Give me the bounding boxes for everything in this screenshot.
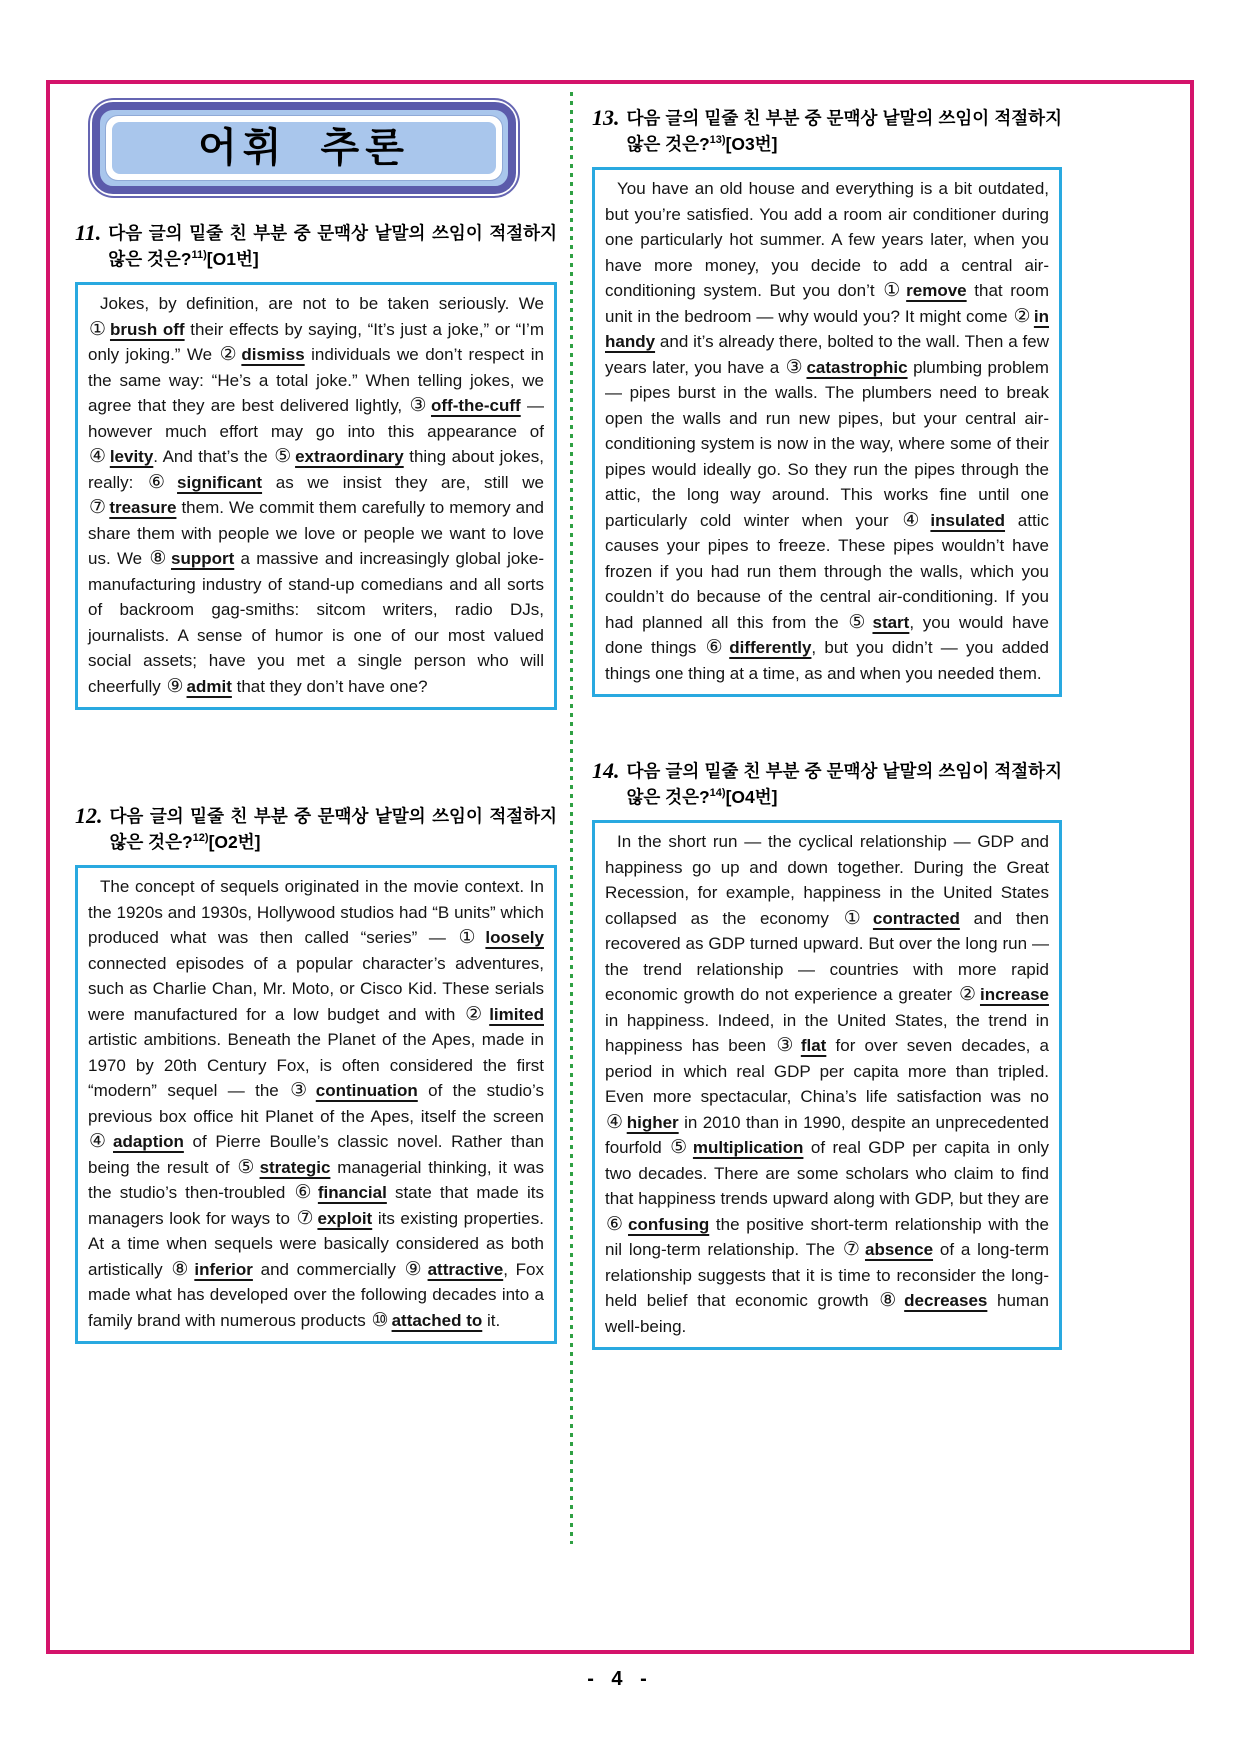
question-14 <box>592 758 1062 1350</box>
question-prompt <box>627 105 1063 157</box>
circled-number: ① <box>883 280 904 301</box>
footnote-marker: 14) <box>709 787 726 800</box>
question-number: 12. <box>75 803 103 828</box>
page-number: - 4 - <box>587 1668 653 1690</box>
underlined-keyword: attached to <box>391 1310 483 1330</box>
question-prompt <box>108 220 557 272</box>
question-number: 11. <box>75 220 102 245</box>
underlined-keyword: support <box>170 549 235 568</box>
section-title: 어휘 추론 <box>198 126 410 170</box>
underlined-keyword: flat <box>800 1036 827 1055</box>
circled-number: ⑧ <box>879 1290 902 1311</box>
question-source: [O2번] <box>208 832 261 852</box>
underlined-keyword: loosely <box>485 928 544 947</box>
question-source: [O4번] <box>725 787 778 807</box>
underlined-keyword: higher <box>626 1112 679 1132</box>
circled-number: ⑤ <box>848 611 870 633</box>
footnote-marker: 11) <box>191 249 207 262</box>
underlined-keyword: in handy <box>605 306 1049 351</box>
circled-number: ④ <box>89 446 107 467</box>
underlined-keyword: decreases <box>904 1291 988 1310</box>
circled-number: ⑦ <box>296 1207 315 1229</box>
title-inner-panel <box>111 121 497 175</box>
underlined-keyword: admit <box>186 676 232 696</box>
underlined-keyword: treasure <box>109 498 177 517</box>
underlined-keyword: insulated <box>930 510 1006 530</box>
circled-number: ⑤ <box>274 446 293 467</box>
column-divider <box>570 92 573 1544</box>
circled-number: ⑤ <box>670 1137 690 1158</box>
question-13-header <box>592 105 1062 157</box>
underlined-keyword: levity <box>109 447 154 466</box>
underlined-keyword: multiplication <box>692 1138 804 1157</box>
underlined-keyword: exploit <box>317 1208 373 1228</box>
circled-number: ⑩ <box>371 1309 389 1331</box>
underlined-keyword: brush off <box>109 319 185 339</box>
question-prompt <box>110 803 558 855</box>
underlined-keyword: absence <box>864 1240 934 1259</box>
question-source: [O1번] <box>206 249 259 269</box>
underlined-keyword: dismiss <box>241 345 305 364</box>
section-title-box <box>88 98 520 198</box>
circled-number: ⑦ <box>842 1239 862 1260</box>
circled-number: ⑤ <box>237 1156 257 1178</box>
underlined-keyword: limited <box>489 1004 544 1024</box>
prompt-text: 다음 글의 밑줄 친 부분 중 문맥상 낱말의 쓰임이 적절하지 않은 것은? <box>626 108 1062 154</box>
circled-number: ② <box>465 1003 487 1025</box>
circled-number: ② <box>219 344 239 365</box>
circled-number: ⑧ <box>171 1258 192 1280</box>
passage-box: The concept of sequels originated in the movie context. In the 1920s and 1930s, Hollywood studios had “B units” which produced what was then called “series” — ① loosely connected episodes of a popular character’s adventures, such as Charlie Chan, Mr. Moto, or Cisco Kid. These serials were manufactured for a low budget and with ② limited artistic ambitions. Beneath the Planet of the Apes, made in 1970 by 20th Century Fox, is often considered the first “modern” sequel — the ③ continuation of the studio’s previous box office hit Planet of the Apes, itself the screen ④ adaption of Pierre Boulle’s classic novel. Rather than being the result of ⑤ strategic managerial thinking, it was the studio’s then-troubled ⑥ financial state that made its managers look for ways to ⑦ exploit its existing properties. At a time when sequels were basically considered as both artistically ⑧ inferior and commercially ⑨ attractive, Fox made what has developed over the following decades into a family brand with numerous products ⑩ attached to it. <box>75 865 557 1344</box>
circled-number: ⑥ <box>148 471 175 493</box>
question-source: [O3번] <box>725 134 778 154</box>
circled-number: ② <box>1013 305 1031 327</box>
circled-number: ④ <box>89 1131 111 1152</box>
circled-number: ⑥ <box>705 637 727 658</box>
underlined-keyword: significant <box>177 472 263 492</box>
underlined-keyword: off-the-cuff <box>431 396 521 415</box>
circled-number: ⑨ <box>404 1258 425 1280</box>
question-14-header <box>592 758 1062 810</box>
circled-number: ⑨ <box>166 675 184 697</box>
underlined-keyword: confusing <box>628 1214 710 1234</box>
underlined-keyword: catastrophic <box>806 357 908 377</box>
question-number: 14. <box>592 758 620 783</box>
underlined-keyword: adaption <box>113 1132 184 1151</box>
prompt-text: 다음 글의 밑줄 친 부분 중 문맥상 낱말의 쓰임이 적절하지 않은 것은? <box>108 223 557 269</box>
title-border-outer <box>88 98 520 198</box>
question-prompt <box>627 758 1063 810</box>
underlined-keyword: start <box>872 612 910 632</box>
circled-number: ③ <box>785 356 804 378</box>
circled-number: ③ <box>290 1080 313 1101</box>
underlined-keyword: continuation <box>315 1081 418 1100</box>
footnote-marker: 12) <box>192 832 209 845</box>
question-11-header <box>75 220 557 272</box>
underlined-keyword: differently <box>729 638 812 657</box>
footnote-marker: 13) <box>709 134 726 147</box>
passage-box: You have an old house and everything is a bit outdated, but you’re satisfied. You add a room air conditioner during one particularly hot summer. A few years later, when you have more money, you decide to add a central air-conditioning system. But you don’t ① remove that room unit in the bedroom — why would you? It might come ② in handy and it’s already there, bolted to the wall. Then a few years later, you have a ③ catastrophic plumbing problem — pipes burst in the walls. The plumbers need to break open the walls and run new pipes, but your central air-conditioning system is now in the way, where some of their pipes would ideally go. So they run the pipes through the attic, the long way around. This works fine until one particularly cold winter when your ④ insulated attic causes your pipes to freeze. These pipes wouldn’t have frozen if you had run them through the walls, which you couldn’t do because of the central air-conditioning. If you had planned all this from the ⑤ start, you would have done things ⑥ differently, but you didn’t — you added things one thing at a time, as and when you needed them. <box>592 167 1062 697</box>
underlined-keyword: strategic <box>259 1157 331 1177</box>
underlined-keyword: increase <box>979 985 1049 1004</box>
circled-number: ① <box>458 927 483 948</box>
circled-number: ① <box>89 318 107 340</box>
underlined-keyword: financial <box>317 1183 387 1202</box>
passage-box: In the short run — the cyclical relationship — GDP and happiness go up and down together. During the Great Recession, for example, happiness in the United States collapsed as the economy ① contracted and then recovered as GDP turned upward. But over the long run — the trend relationship — countries with more rapid economic growth do not experience a greater ② increase in happiness. Indeed, in the United States, the trend in happiness has been ③ flat for over seven decades, a period in which real GDP per capita more than tripled. Even more spectacular, China’s life satisfaction was no ④ higher in 2010 than in 1990, despite an unprecedented fourfold ⑤ multiplication of real GDP per capita in only two decades. There are some scholars who claim to find that happiness trends upward along with GDP, but they are ⑥ confusing the positive short-term relationship with the nil long-term relationship. The ⑦ absence of a long-term relationship suggests that it is time to reconsider the long-held belief that economic growth ⑧ decreases human well-being. <box>592 820 1062 1350</box>
question-12-header <box>75 803 557 855</box>
circled-number: ④ <box>606 1111 624 1133</box>
underlined-keyword: attractive <box>427 1259 504 1279</box>
circled-number: ⑥ <box>606 1213 626 1235</box>
underlined-keyword: inferior <box>194 1259 253 1279</box>
circled-number: ③ <box>409 395 429 416</box>
question-12 <box>75 803 557 1344</box>
circled-number: ① <box>843 907 870 929</box>
title-border-ring <box>105 115 503 181</box>
prompt-text: 다음 글의 밑줄 친 부분 중 문맥상 낱말의 쓰임이 적절하지 않은 것은? <box>109 806 557 852</box>
circled-number: ③ <box>776 1035 798 1056</box>
title-border-band <box>92 102 516 194</box>
prompt-text: 다음 글의 밑줄 친 부분 중 문맥상 낱말의 쓰임이 적절하지 않은 것은? <box>626 761 1062 807</box>
circled-number: ④ <box>902 509 928 531</box>
question-number: 13. <box>592 105 620 130</box>
circled-number: ② <box>958 984 977 1005</box>
underlined-keyword: contracted <box>872 908 960 928</box>
question-11 <box>75 220 557 710</box>
circled-number: ⑧ <box>149 548 168 569</box>
circled-number: ⑦ <box>89 497 107 518</box>
question-13 <box>592 105 1062 697</box>
underlined-keyword: remove <box>906 281 967 300</box>
circled-number: ⑥ <box>294 1182 315 1203</box>
underlined-keyword: extraordinary <box>295 447 404 466</box>
passage-box: Jokes, by definition, are not to be taken seriously. We ① brush off their effects by saying, “It’s just a joke,” or “I’m only joking.” We ② dismiss individuals we don’t respect in the same way: “He’s a total joke.” When telling jokes, we agree that they are best delivered lightly, ③ off-the-cuff — however much effort may go into this appearance of ④ levity. And that’s the ⑤ extraordinary thing about jokes, really: ⑥ significant as we insist they are, still we ⑦ treasure them. We commit them carefully to memory and share them with people we love or people we want to love us. We ⑧ support a massive and increasingly global joke-manufacturing industry of stand-up comedians and all sorts of backroom gag-smiths: sitcom writers, radio DJs, journalists. A sense of humor is one of our most valued social assets; have you met a single person who will cheerfully ⑨ admit that they don’t have one? <box>75 282 557 710</box>
